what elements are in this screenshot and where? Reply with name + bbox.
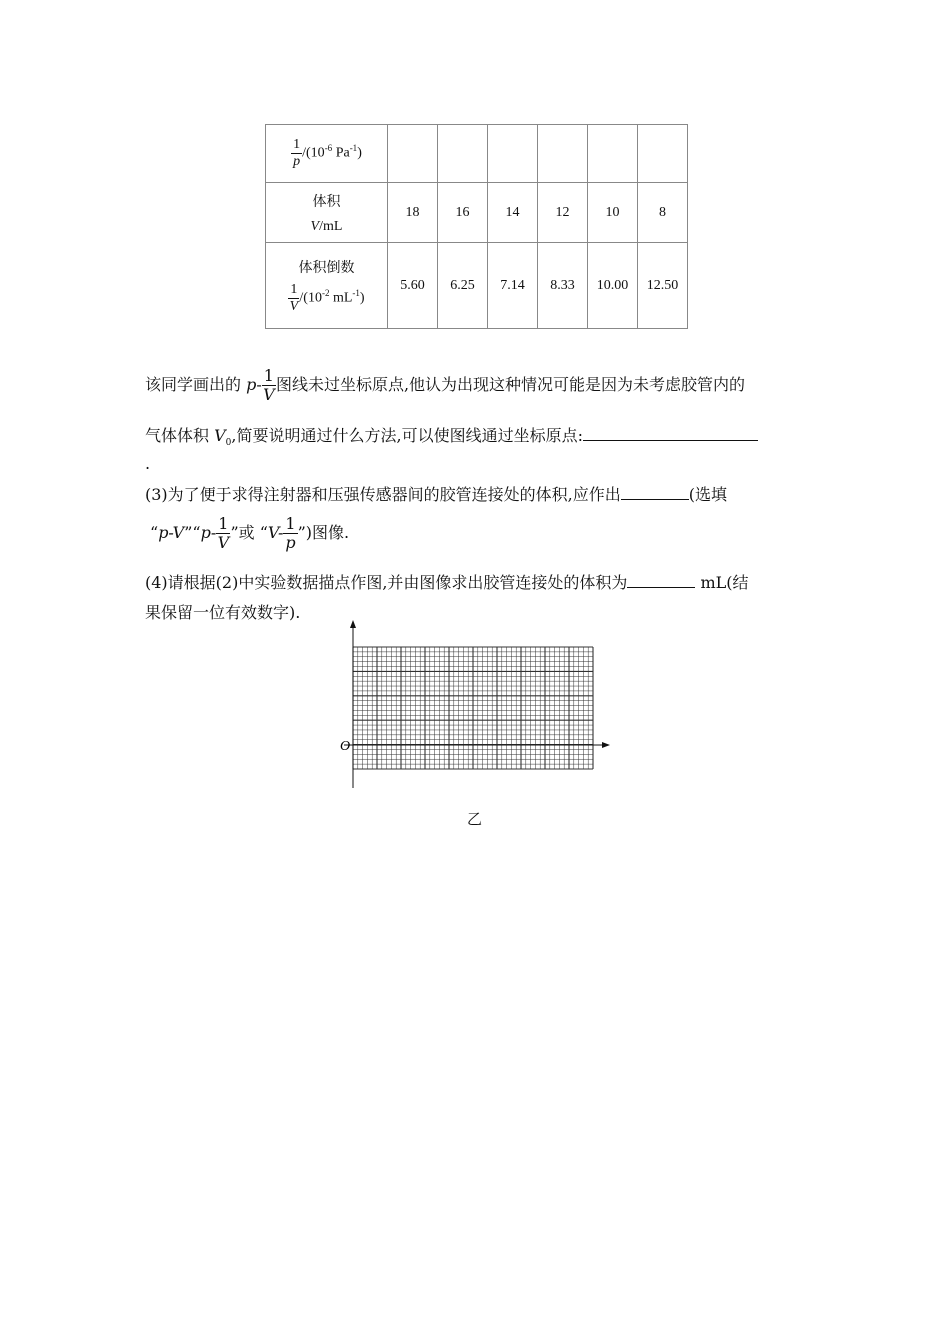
answer-blank[interactable] [583,440,758,441]
table-cell [488,125,538,183]
table-cell [638,125,688,183]
table-cell: 10.00 [588,243,638,329]
table-cell: 10 [588,183,638,243]
table-cell: 7.14 [488,243,538,329]
question-3-line-2: “p-V”“p- $\frac{1}{V}$ ”或 “V- $\frac{1}{p}$ ”)图像. [150,514,350,552]
table-cell: 16 [438,183,488,243]
fraction: $\frac{1}{V}$ [217,514,230,552]
x-axis-arrow-icon [602,742,610,748]
table-cell [538,125,588,183]
y-axis-arrow-icon [350,620,356,628]
table-row [266,125,688,183]
table-cell [588,125,638,183]
paragraph-line-1: 该同学画出的 p- $\frac{1}{V}$ 图线未过坐标原点,他认为出现这种情况可能是因为未考虑胶管内的 [145,366,746,404]
figure-caption: 乙 [467,810,483,828]
origin-label: O [340,739,351,754]
data-table [265,124,688,329]
question-4-line-2: 果保留一位有效数字). [145,603,301,622]
answer-blank[interactable] [621,499,689,500]
fraction: $\frac{1}{V}$ [263,366,275,404]
fraction: $\frac{1}{p}$ [293,137,301,169]
table-cell: 12 [538,183,588,243]
table-cell: 8.33 [538,243,588,329]
table-cell: 18 [388,183,438,243]
table-cell: 14 [488,183,538,243]
question-3-line-1: (3)为了便于求得注射器和压强传感器间的胶管连接处的体积,应作出 (选填 [145,485,728,504]
fraction: $\frac{1}{V}$ [289,282,299,314]
fraction: $\frac{1}{p}$ [285,514,296,552]
table-cell: 5.60 [388,243,438,329]
table-cell: 12.50 [638,243,688,329]
table-cell: 8 [638,183,688,243]
row-header-inverse-pressure: $\frac{1}{p}$ $/(10^{-6}$ $Pa^{-1}$) [266,125,388,183]
table-row [266,243,688,329]
table-cell [438,125,488,183]
question-4-line-1: (4)请根据(2)中实验数据描点作图,并由图像求出胶管连接处的体积为 mL(结 [145,573,749,592]
paragraph-line-2: 气体体积 $V_0$,简要说明通过什么方法,可以使图线通过坐标原点: [145,423,758,448]
grid-lines [353,647,593,769]
table-cell: 6.25 [438,243,488,329]
table-cell [388,125,438,183]
row-header-inverse-volume: 体积倒数 $\frac{1}{V}$ $/(10^{-2}$ $mL^{-1}$) [266,243,388,329]
answer-blank[interactable] [627,587,695,588]
table-row [266,183,688,243]
paragraph-line-3: . [145,454,151,473]
graph-paper [330,618,620,793]
row-header-volume: 体积 V/mL [266,183,388,243]
